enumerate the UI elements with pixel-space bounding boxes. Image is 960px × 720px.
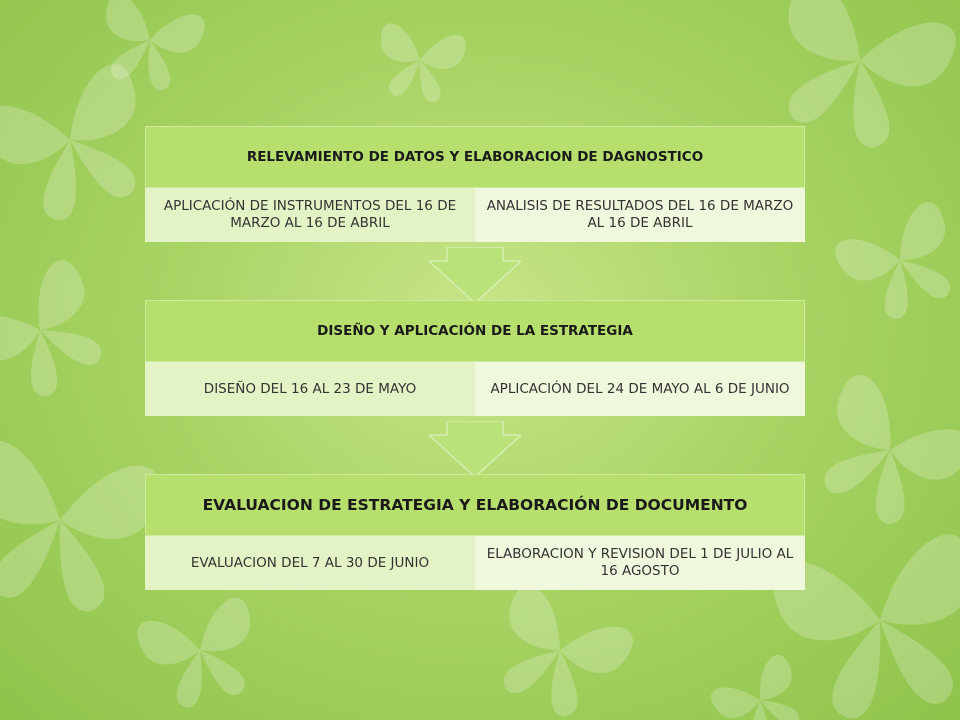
butterfly-icon (795, 369, 960, 542)
stage-diseno (145, 300, 805, 416)
stage-detail-left: DISEÑO DEL 16 AL 23 DE MAYO (145, 362, 475, 416)
stage-title: RELEVAMIENTO DE DATOS Y ELABORACION DE DAGNOSTICO (145, 126, 805, 188)
stage-detail-row (145, 536, 805, 590)
stage-detail-row (145, 188, 805, 242)
stage-detail-left: APLICACIÓN DE INSTRUMENTOS DEL 16 DE MARZO AL 16 DE ABRIL (145, 188, 475, 242)
stage-detail-right: ELABORACION Y REVISION DEL 1 DE JULIO AL 16 AGOSTO (475, 536, 805, 590)
stage-evaluacion (145, 474, 805, 590)
butterfly-icon (0, 59, 168, 234)
stage-detail-right: ANALISIS DE RESULTADOS DEL 16 DE MARZO AL 16 DE ABRIL (475, 188, 805, 242)
stage-detail-row (145, 362, 805, 416)
stage-detail-right: APLICACIÓN DEL 24 DE MAYO AL 6 DE JUNIO (475, 362, 805, 416)
stage-detail-left: EVALUACION DEL 7 AL 30 DE JUNIO (145, 536, 475, 590)
down-arrow-icon (429, 247, 521, 303)
stage-title: DISEÑO Y APLICACIÓN DE LA ESTRATEGIA (145, 300, 805, 362)
down-arrow-icon (429, 421, 521, 477)
stage-title: EVALUACION DE ESTRATEGIA Y ELABORACIÓN DE DOCUMENTO (145, 474, 805, 536)
butterfly-icon (134, 595, 269, 716)
butterfly-icon (371, 22, 468, 107)
butterfly-icon (707, 652, 816, 720)
butterfly-icon (0, 255, 127, 416)
butterfly-icon (831, 198, 960, 332)
stage-relevamiento (145, 126, 805, 242)
butterfly-icon (0, 437, 163, 620)
butterfly-icon (477, 580, 638, 720)
